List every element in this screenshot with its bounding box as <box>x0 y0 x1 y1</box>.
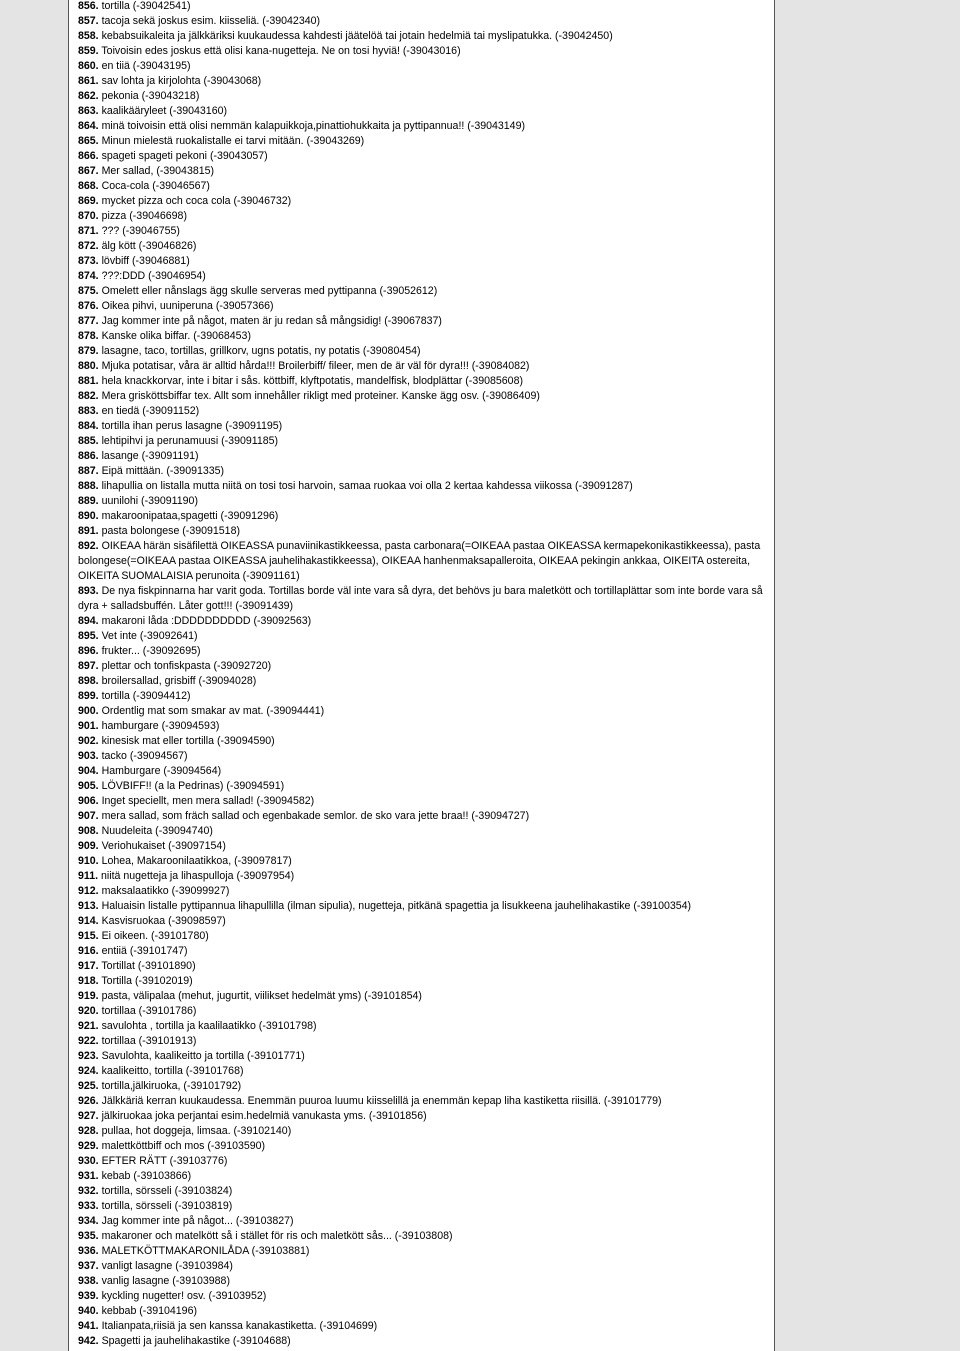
list-item <box>78 494 768 509</box>
item-number: 927. <box>78 1110 99 1122</box>
list-item <box>78 539 768 584</box>
list-item <box>78 719 768 734</box>
item-number: 862. <box>78 90 99 102</box>
item-number: 930. <box>78 1155 99 1167</box>
item-text: lasagne, taco, tortillas, grillkorv, ugns potatis, ny potatis (-39080454) <box>101 345 421 357</box>
item-text: en tiiä (-39043195) <box>101 60 191 72</box>
list-item <box>78 509 768 524</box>
item-number: 923. <box>78 1050 99 1062</box>
item-text: Eipä mittään. (-39091335) <box>101 465 225 477</box>
list-item <box>78 1154 768 1169</box>
list-item <box>78 1334 768 1349</box>
list-item <box>78 44 768 59</box>
list-item <box>78 299 768 314</box>
item-number: 916. <box>78 945 99 957</box>
list-item <box>78 1019 768 1034</box>
list-item <box>78 74 768 89</box>
item-text: hamburgare (-39094593) <box>101 720 220 732</box>
item-number: 907. <box>78 810 99 822</box>
item-text: Mera grisköttsbiffar tex. Allt som innehåller rikligt med proteiner. Kanske ägg osv. (-39086409) <box>101 390 540 402</box>
item-text: kaalikeitto, tortilla (-39101768) <box>101 1065 244 1077</box>
list-item <box>78 584 768 614</box>
list-item <box>78 914 768 929</box>
item-number: 936. <box>78 1245 99 1257</box>
item-number: 906. <box>78 795 99 807</box>
list-item <box>78 734 768 749</box>
item-text: Inget speciellt, men mera sallad! (-39094582) <box>101 795 315 807</box>
list-item <box>78 899 768 914</box>
item-number: 929. <box>78 1140 99 1152</box>
list-item <box>78 119 768 134</box>
item-number: 931. <box>78 1170 99 1182</box>
list-item <box>78 1259 768 1274</box>
item-number: 882. <box>78 390 99 402</box>
item-text: tacoja sekä joskus esim. kiisseliä. (-39042340) <box>101 15 321 27</box>
item-text: sav lohta ja kirjolohta (-39043068) <box>101 75 262 87</box>
item-text: jälkiruokaa joka perjantai esim.hedelmiä vanukasta yms. (-39101856) <box>101 1110 427 1122</box>
item-number: 933. <box>78 1200 99 1212</box>
item-text: vanlig lasagne (-39103988) <box>101 1275 230 1287</box>
item-number: 925. <box>78 1080 99 1092</box>
item-text: pekonia (-39043218) <box>101 90 200 102</box>
item-text: kebabsuikaleita ja jälkkäriksi kuukaudessa kahdesti jäätelöä tai jotain hedelmiä tai myslipatukka. (-39042450) <box>101 30 613 42</box>
item-text: kebbab (-39104196) <box>101 1305 197 1317</box>
list-item <box>78 1049 768 1064</box>
list-item <box>78 179 768 194</box>
item-text: tortillaa (-39101913) <box>101 1035 197 1047</box>
list-item <box>78 1079 768 1094</box>
item-number: 883. <box>78 405 99 417</box>
item-text: Lohea, Makaroonilaatikkoa, (-39097817) <box>101 855 292 867</box>
item-number: 871. <box>78 225 99 237</box>
item-number: 917. <box>78 960 99 972</box>
list-item <box>78 104 768 119</box>
item-number: 891. <box>78 525 99 537</box>
item-number: 893. <box>78 585 99 597</box>
list-item <box>78 779 768 794</box>
item-text: plettar och tonfiskpasta (-39092720) <box>101 660 272 672</box>
item-text: Veriohukaiset (-39097154) <box>101 840 226 852</box>
item-number: 940. <box>78 1305 99 1317</box>
item-number: 892. <box>78 540 99 552</box>
list-item <box>78 284 768 299</box>
item-number: 934. <box>78 1215 99 1227</box>
item-number: 878. <box>78 330 99 342</box>
list-item <box>78 344 768 359</box>
list-item <box>78 524 768 539</box>
list-item <box>78 1064 768 1079</box>
item-text: Savulohta, kaalikeitto ja tortilla (-39101771) <box>101 1050 305 1062</box>
list-item <box>78 209 768 224</box>
item-number: 919. <box>78 990 99 1002</box>
list-item <box>78 329 768 344</box>
list-item <box>78 479 768 494</box>
item-text: Kanske olika biffar. (-39068453) <box>101 330 251 342</box>
list-item <box>78 29 768 44</box>
item-text: kinesisk mat eller tortilla (-39094590) <box>101 735 275 747</box>
list-item <box>78 1094 768 1109</box>
item-text: tortilla, sörsseli (-39103819) <box>101 1200 233 1212</box>
item-number: 874. <box>78 270 99 282</box>
item-number: 935. <box>78 1230 99 1242</box>
list-item <box>78 1004 768 1019</box>
list-item <box>78 14 768 29</box>
list-item <box>78 1289 768 1304</box>
item-number: 879. <box>78 345 99 357</box>
item-text: frukter... (-39092695) <box>101 645 201 657</box>
item-text: tortilla ihan perus lasagne (-39091195) <box>101 420 283 432</box>
item-number: 881. <box>78 375 99 387</box>
item-number: 902. <box>78 735 99 747</box>
item-number: 895. <box>78 630 99 642</box>
item-number: 868. <box>78 180 99 192</box>
item-number: 901. <box>78 720 99 732</box>
list-item <box>78 1274 768 1289</box>
item-number: 922. <box>78 1035 99 1047</box>
list-item <box>78 419 768 434</box>
item-number: 900. <box>78 705 99 717</box>
item-number: 926. <box>78 1095 99 1107</box>
item-number: 921. <box>78 1020 99 1032</box>
item-text: Jag kommer inte på något, maten är ju redan så mångsidig! (-39067837) <box>101 315 442 327</box>
item-number: 889. <box>78 495 99 507</box>
list-item <box>78 314 768 329</box>
item-number: 909. <box>78 840 99 852</box>
list-item <box>78 974 768 989</box>
list-item <box>78 689 768 704</box>
item-number: 864. <box>78 120 99 132</box>
item-text: MALETKÖTTMAKARONILÅDA (-39103881) <box>101 1245 310 1257</box>
list-item <box>78 224 768 239</box>
item-text: kaalikääryleet (-39043160) <box>101 105 228 117</box>
item-number: 885. <box>78 435 99 447</box>
list-item <box>78 1034 768 1049</box>
item-number: 915. <box>78 930 99 942</box>
item-text: broilersallad, grisbiff (-39094028) <box>101 675 257 687</box>
item-number: 886. <box>78 450 99 462</box>
item-number: 870. <box>78 210 99 222</box>
list-item <box>78 1229 768 1244</box>
item-number: 887. <box>78 465 99 477</box>
document-page <box>68 0 775 1351</box>
item-number: 880. <box>78 360 99 372</box>
item-text: vanligt lasagne (-39103984) <box>101 1260 233 1272</box>
item-number: 939. <box>78 1290 99 1302</box>
list-item <box>78 194 768 209</box>
list-item <box>78 659 768 674</box>
list-item <box>78 434 768 449</box>
item-text: Ei oikeen. (-39101780) <box>101 930 209 942</box>
item-text: tortilla, sörsseli (-39103824) <box>101 1185 233 1197</box>
item-number: 913. <box>78 900 99 912</box>
item-text: Kasvisruokaa (-39098597) <box>101 915 226 927</box>
list-item <box>78 449 768 464</box>
item-text: älg kött (-39046826) <box>101 240 197 252</box>
item-text: Vet inte (-39092641) <box>101 630 198 642</box>
item-number: 884. <box>78 420 99 432</box>
item-number: 869. <box>78 195 99 207</box>
item-text: tortilla,jälkiruoka, (-39101792) <box>101 1080 242 1092</box>
item-number: 918. <box>78 975 99 987</box>
item-text: malettköttbiff och mos (-39103590) <box>101 1140 266 1152</box>
response-list <box>78 0 768 1349</box>
item-text: Tortilla (-39102019) <box>101 975 193 987</box>
list-item <box>78 944 768 959</box>
item-text: lövbiff (-39046881) <box>101 255 190 267</box>
item-text: kebab (-39103866) <box>101 1170 192 1182</box>
list-item <box>78 764 768 779</box>
item-number: 866. <box>78 150 99 162</box>
item-number: 876. <box>78 300 99 312</box>
list-item <box>78 239 768 254</box>
item-number: 890. <box>78 510 99 522</box>
item-number: 912. <box>78 885 99 897</box>
item-text: hela knackkorvar, inte i bitar i sås. köttbiff, klyftpotatis, mandelfisk, blodplättar (-39085608) <box>101 375 523 387</box>
list-item <box>78 389 768 404</box>
item-number: 897. <box>78 660 99 672</box>
item-text: Coca-cola (-39046567) <box>101 180 210 192</box>
list-item <box>78 959 768 974</box>
item-text: en tiedä (-39091152) <box>101 405 200 417</box>
list-item <box>78 1214 768 1229</box>
list-item <box>78 269 768 284</box>
list-item <box>78 404 768 419</box>
item-text: tacko (-39094567) <box>101 750 188 762</box>
item-text: maksalaatikko (-39099927) <box>101 885 230 897</box>
list-item <box>78 1244 768 1259</box>
item-number: 858. <box>78 30 99 42</box>
item-text: pullaa, hot doggeja, limsaa. (-39102140) <box>101 1125 292 1137</box>
item-number: 928. <box>78 1125 99 1137</box>
item-text: Mer sallad, (-39043815) <box>101 165 215 177</box>
item-text: lehtipihvi ja perunamuusi (-39091185) <box>101 435 279 447</box>
item-text: niitä nugetteja ja lihaspulloja (-39097954) <box>101 870 295 882</box>
item-number: 863. <box>78 105 99 117</box>
item-number: 924. <box>78 1065 99 1077</box>
list-item <box>78 854 768 869</box>
item-text: Ordentlig mat som smakar av mat. (-39094441) <box>101 705 325 717</box>
list-item <box>78 1109 768 1124</box>
item-text: Nuudeleita (-39094740) <box>101 825 213 837</box>
item-text: OIKEAA härän sisäfilettä OIKEASSA punaviinikastikkeessa, pasta carbonara(=OIKEAA pastaa OIKEASSA kermapekonikastikkeessa), pasta bolongese(=OIKEAA pastaa OIKEASSA jauhelihakastikkeessa), OIKEAA hanhenmaksapalleroita, OIKEAA pekingin ankkaa, OIKEITA ostereita, OIKEITA SUOMALAISIA perunoita (-39091161) <box>78 540 761 582</box>
item-text: ??? (-39046755) <box>101 225 180 237</box>
item-number: 865. <box>78 135 99 147</box>
item-text: De nya fiskpinnarna har varit goda. Tortillas borde väl inte vara så dyra, det behövs ju bara maletkött och tortillaplättar som inte borde vara så dyra + salladsbuffén. Låter gott!!! (-39091439) <box>78 585 763 612</box>
item-number: 867. <box>78 165 99 177</box>
item-number: 914. <box>78 915 99 927</box>
list-item <box>78 794 768 809</box>
item-number: 899. <box>78 690 99 702</box>
list-item <box>78 629 768 644</box>
item-number: 872. <box>78 240 99 252</box>
item-text: makaroonipataa,spagetti (-39091296) <box>101 510 279 522</box>
item-text: spageti spageti pekoni (-39043057) <box>101 150 268 162</box>
item-text: Toivoisin edes joskus että olisi kana-nugetteja. Ne on tosi hyviä! (-39043016) <box>101 45 461 57</box>
item-number: 908. <box>78 825 99 837</box>
item-text: makaroni låda :DDDDDDDDDD (-39092563) <box>101 615 312 627</box>
list-item <box>78 1169 768 1184</box>
list-item <box>78 989 768 1004</box>
item-number: 932. <box>78 1185 99 1197</box>
item-number: 894. <box>78 615 99 627</box>
item-text: savulohta , tortilla ja kaalilaatikko (-39101798) <box>101 1020 317 1032</box>
item-number: 896. <box>78 645 99 657</box>
item-number: 910. <box>78 855 99 867</box>
item-text: pasta, välipalaa (mehut, jugurtit, viilikset hedelmät yms) (-39101854) <box>101 990 422 1002</box>
list-item <box>78 89 768 104</box>
list-item <box>78 1319 768 1334</box>
list-item <box>78 749 768 764</box>
item-text: Jälkkäriä kerran kuukaudessa. Enemmän puuroa luumu kiisselillä ja enemmän kepap liha kastiketta riisillä. (-39101779) <box>101 1095 662 1107</box>
list-item <box>78 0 768 14</box>
list-item <box>78 134 768 149</box>
list-item <box>78 644 768 659</box>
item-text: Hamburgare (-39094564) <box>101 765 222 777</box>
item-number: 861. <box>78 75 99 87</box>
item-text: tortilla (-39042541) <box>101 0 191 12</box>
item-number: 888. <box>78 480 99 492</box>
list-item <box>78 149 768 164</box>
item-number: 859. <box>78 45 99 57</box>
item-number: 857. <box>78 15 99 27</box>
list-item <box>78 1139 768 1154</box>
item-text: Jag kommer inte på något... (-39103827) <box>101 1215 294 1227</box>
item-text: LÖVBIFF!! (a la Pedrinas) (-39094591) <box>101 780 285 792</box>
item-text: Spagetti ja jauhelihakastike (-39104688) <box>101 1335 291 1347</box>
item-number: 877. <box>78 315 99 327</box>
item-text: mera sallad, som fräch sallad och egenbakade semlor. de sko vara jette braa!! (-39094727) <box>101 810 530 822</box>
list-item <box>78 869 768 884</box>
item-text: tortillaa (-39101786) <box>101 1005 197 1017</box>
item-text: minä toivoisin että olisi nemmän kalapuikkoja,pinattiohukkaita ja pyttipannua!! (-39043149) <box>101 120 525 132</box>
item-number: 938. <box>78 1275 99 1287</box>
list-item <box>78 929 768 944</box>
item-number: 937. <box>78 1260 99 1272</box>
list-item <box>78 1304 768 1319</box>
item-text: lasange (-39091191) <box>101 450 199 462</box>
item-text: mycket pizza och coca cola (-39046732) <box>101 195 292 207</box>
list-item <box>78 824 768 839</box>
list-item <box>78 809 768 824</box>
item-text: Oikea pihvi, uuniperuna (-39057366) <box>101 300 274 312</box>
item-text: tortilla (-39094412) <box>101 690 191 702</box>
item-number: 941. <box>78 1320 99 1332</box>
list-item <box>78 1184 768 1199</box>
item-text: lihapullia on listalla mutta niitä on tosi tosi harvoin, samaa ruokaa voi olla 2 kertaa kahdessa viikossa (-39091287) <box>101 480 633 492</box>
item-text: Mjuka potatisar, våra är alltid hårda!!! Broilerbiff/ fileer, men de är väl för dyra!!! (-39084082) <box>101 360 530 372</box>
item-text: pasta bolongese (-39091518) <box>101 525 240 537</box>
item-text: Minun mielestä ruokalistalle ei tarvi mitään. (-39043269) <box>101 135 365 147</box>
list-item <box>78 704 768 719</box>
list-item <box>78 374 768 389</box>
item-text: uunilohi (-39091190) <box>101 495 198 507</box>
item-text: Haluaisin listalle pyttipannua lihapullilla (ilman sipulia), nugetteja, pitkänä spagettia ja lisukkeena jauhelihakastike (-39100354) <box>101 900 692 912</box>
list-item <box>78 59 768 74</box>
item-number: 856. <box>78 0 99 12</box>
list-item <box>78 1199 768 1214</box>
item-number: 903. <box>78 750 99 762</box>
list-item <box>78 674 768 689</box>
item-text: pizza (-39046698) <box>101 210 187 222</box>
item-number: 873. <box>78 255 99 267</box>
item-number: 860. <box>78 60 99 72</box>
list-item <box>78 254 768 269</box>
item-number: 875. <box>78 285 99 297</box>
item-number: 942. <box>78 1335 99 1347</box>
item-text: makaroner och matelkött så i stället för ris och maletkött sås... (-39103808) <box>101 1230 453 1242</box>
item-text: Tortillat (-39101890) <box>101 960 196 972</box>
item-text: kyckling nugetter! osv. (-39103952) <box>101 1290 267 1302</box>
item-text: ???:DDD (-39046954) <box>101 270 206 282</box>
item-number: 911. <box>78 870 99 882</box>
item-number: 898. <box>78 675 99 687</box>
item-text: entiiä (-39101747) <box>101 945 188 957</box>
item-number: 920. <box>78 1005 99 1017</box>
list-item <box>78 884 768 899</box>
item-text: Omelett eller nånslags ägg skulle serveras med pyttipanna (-39052612) <box>101 285 438 297</box>
list-item <box>78 164 768 179</box>
list-item <box>78 839 768 854</box>
list-item <box>78 359 768 374</box>
item-text: Italianpata,riisiä ja sen kanssa kanakastiketta. (-39104699) <box>101 1320 378 1332</box>
item-number: 904. <box>78 765 99 777</box>
item-number: 905. <box>78 780 99 792</box>
item-text: EFTER RÄTT (-39103776) <box>101 1155 228 1167</box>
list-item <box>78 614 768 629</box>
list-item <box>78 1124 768 1139</box>
list-item <box>78 464 768 479</box>
